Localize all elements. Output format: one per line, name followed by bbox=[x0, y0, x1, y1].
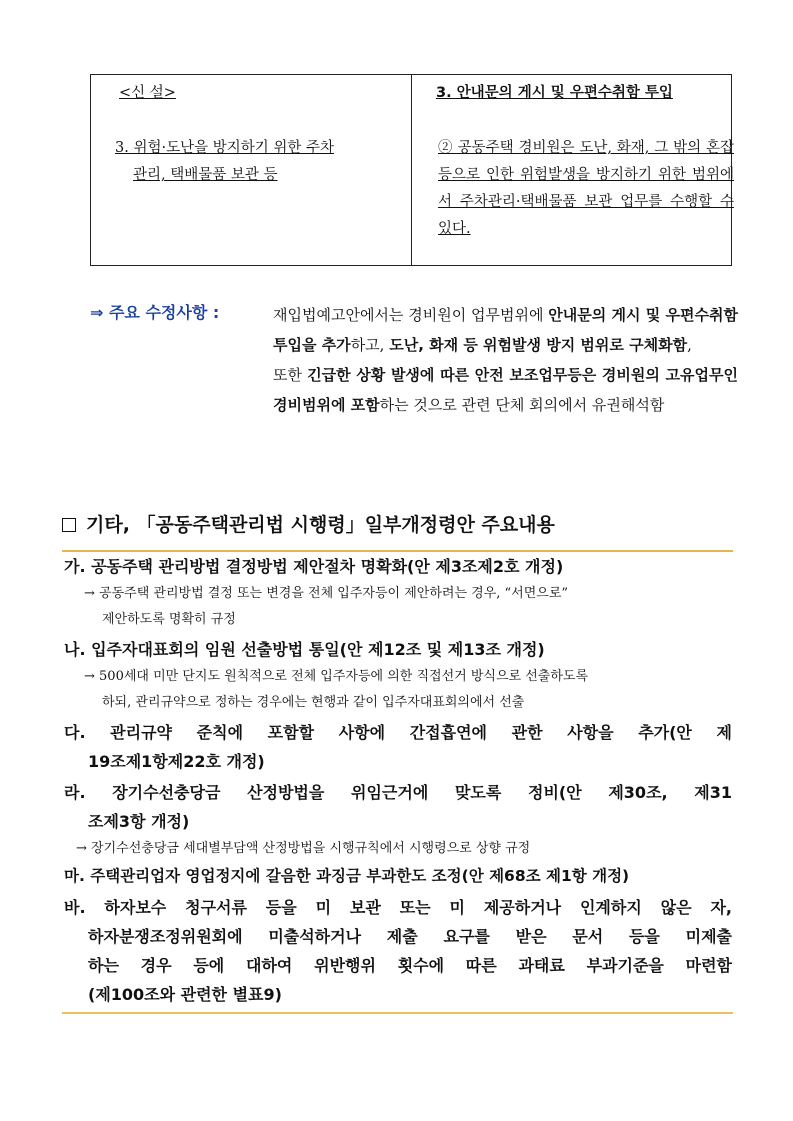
list-item: 가. 공동주택 관리방법 결정방법 제안절차 명확화(안 제3조제2호 개정) → 공동주택 관리방법 결정 또는 변경을 전체 입주자등이 제안하려는 경우, “서면으로” 제안하도록 명확히 규정 bbox=[64, 557, 569, 627]
revised-provision-heading: 3. 안내문의 게시 및 우편수취함 투입 bbox=[436, 85, 673, 101]
section-heading: 기타, 「공동주택관리법 시행령」일부개정령안 주요내용 bbox=[62, 510, 555, 537]
hollow-square-icon bbox=[62, 518, 76, 532]
current-provision-text: 3. 위험·도난을 방지하기 위한 주차 관리, 택배물품 보관 등 bbox=[115, 140, 334, 183]
revised-provision-text: ② 공동주택 경비원은 도난, 화재, 그 밖의 혼잡 등으로 인한 위험발생을 방지하기 위한 범위에서 주차관리·택배물품 보관 업무를 수행할 수 있다. bbox=[438, 140, 734, 237]
section-bottom-rule bbox=[62, 1012, 733, 1014]
amendment-items-list bbox=[64, 550, 732, 1009]
list-item: 바. 하자보수 청구서류 등을 미 보관 또는 미 제공하거나 인계하지 않은 자, 하자분쟁조정위원회에 미출석하거나 제출 요구를 받은 문서 등을 미제출 하는 경우 등에 대하여 위반행위 횟수에 따른 과태료 부과기준을 마련함 (제100조와 관련한 별표9) bbox=[64, 898, 732, 1004]
revised-law-column bbox=[412, 75, 734, 265]
list-item: 라. 장기수선충당금 산정방법을 위임근거에 맞도록 정비(안 제30조, 제31 조제3항 개정) → 장기수선충당금 세대별부담액 산정방법을 시행규칙에서 시행령으로 상향 규정 bbox=[64, 783, 732, 856]
new-provision-label: <신 설> bbox=[119, 85, 176, 101]
list-item: 나. 입주자대표회의 임원 선출방법 통일(안 제12조 및 제13조 개정) → 500세대 미만 단지도 원칙적으로 전체 입주자등에 의한 직접선거 방식으로 선출하도록 하되, 관리규약으로 정하는 경우에는 현행과 같이 입주자대표회의에서 선출 bbox=[64, 640, 589, 710]
main-modifications-label: ⇒ 주요 수정사항 : bbox=[90, 303, 220, 322]
list-item: 마. 주택관리업자 영업정지에 갈음한 과징금 부과한도 조정(안 제68조 제1항 개정) bbox=[64, 867, 630, 885]
comparison-table bbox=[90, 74, 732, 266]
list-item: 다. 관리규약 준칙에 포함할 사항에 간접흡연에 관한 사항을 추가(안 제 19조제1항제22호 개정) bbox=[64, 723, 732, 771]
main-modifications-text: 재입법예고안에서는 경비원이 업무범위에 안내문의 게시 및 우편수취함 투입을 추가하고, 도난, 화재 등 위험발생 방지 범위로 구체화함, 또한 긴급한 상황 발생에 따른 안전 보조업무등은 경비원의 고유업무인 경비범위에 포함하는 것으로 관련 단체 회의에서 유권해석함 bbox=[273, 306, 738, 414]
current-law-column bbox=[91, 75, 412, 265]
